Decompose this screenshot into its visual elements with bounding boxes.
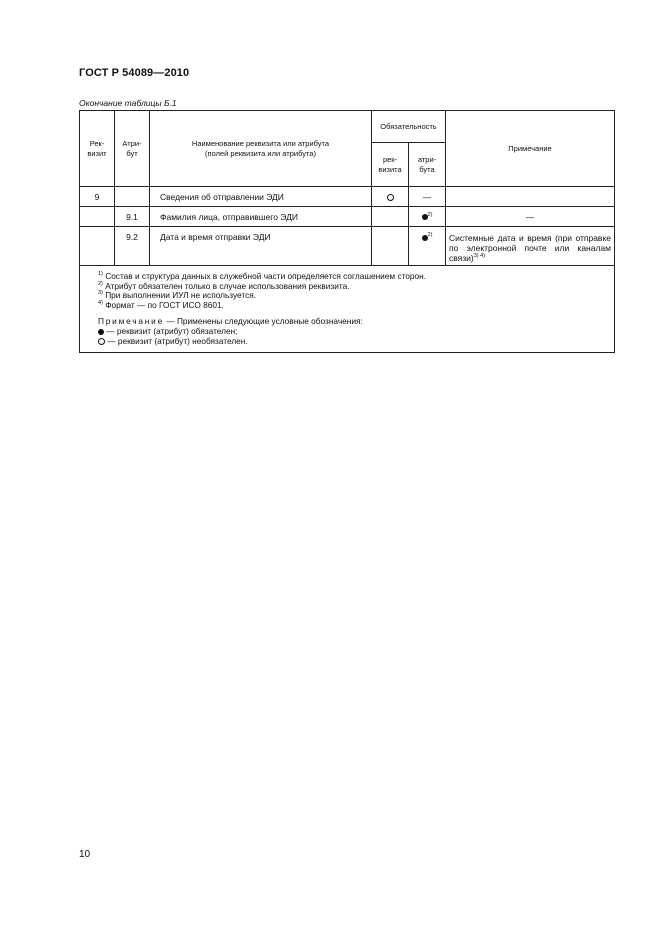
header-obligation: Обязательность (372, 111, 446, 143)
cell-name: Дата и время отправки ЭДИ (150, 227, 372, 266)
footnote: $^{2)}$ Атрибут обязателен только в случае использования реквизита. (98, 280, 350, 291)
cell-rekvizit (80, 207, 115, 227)
optional-circle-icon (387, 194, 394, 201)
table-caption: Окончание таблицы Б.1 (79, 98, 177, 108)
table-row (80, 227, 615, 266)
page-number: 10 (79, 849, 91, 860)
footnote: $^{1)}$ Состав и структура данных в служебной части определяется соглашением сторон. (98, 271, 427, 281)
header-rekvizit: Рек- визит (80, 111, 115, 187)
requisites-table (79, 110, 615, 353)
cell-name: Фамилия лица, отправившего ЭДИ (150, 207, 372, 227)
cell-atribut (115, 187, 150, 207)
note-intro: Примечание — Применены следующие условные обозначения: (98, 316, 363, 327)
cell-obl-atribut: — (409, 187, 446, 207)
notes-row (80, 266, 615, 353)
note-label: Примечание (98, 316, 165, 327)
table-row (80, 207, 615, 227)
header-atribut: Атри- бут (115, 111, 150, 187)
cell-note: — (446, 207, 615, 227)
cell-note (446, 187, 615, 207)
footnote-ref: 2) (427, 232, 433, 239)
cell-obl-atribut (409, 227, 446, 266)
cell-rekvizit: 9 (80, 187, 115, 207)
header-obligation-atribut: атри- бута (409, 143, 446, 187)
cell-name: Сведения об отправлении ЭДИ (150, 187, 372, 207)
legend-required: — реквизит (атрибут) обязателен; (98, 327, 614, 337)
cell-obl-rekvizit (372, 207, 409, 227)
footnote-ref: 3) 4) (473, 253, 486, 260)
footnote: $^{4)}$ Формат — по ГОСТ ИСО 8601. (98, 299, 224, 310)
cell-obl-rekvizit (372, 187, 409, 207)
header-note: Примечание (446, 111, 615, 187)
cell-note: Системные дата и время (при отправке по электронной почте или каналам связи)$^{3) 4)}$ (446, 227, 615, 266)
footnotes-block (80, 266, 615, 353)
header-name: Наименование реквизита или атрибута (полей реквизита или атрибута) (150, 111, 372, 187)
cell-atribut: 9.2 (115, 227, 150, 266)
cell-obl-atribut (409, 207, 446, 227)
optional-circle-icon (98, 338, 105, 345)
cell-rekvizit (80, 227, 115, 266)
footnote-ref: 2) (427, 211, 433, 218)
table-row (80, 187, 615, 207)
header-obligation-rekvizit: рек- визита (372, 143, 409, 187)
cell-obl-rekvizit (372, 227, 409, 266)
legend-optional: — реквизит (атрибут) необязателен. (98, 337, 614, 347)
document-id: ГОСТ Р 54089—2010 (79, 67, 190, 79)
cell-atribut: 9.1 (115, 207, 150, 227)
footnote: $^{3)}$ При выполнении ИУЛ не используется. (98, 290, 257, 301)
